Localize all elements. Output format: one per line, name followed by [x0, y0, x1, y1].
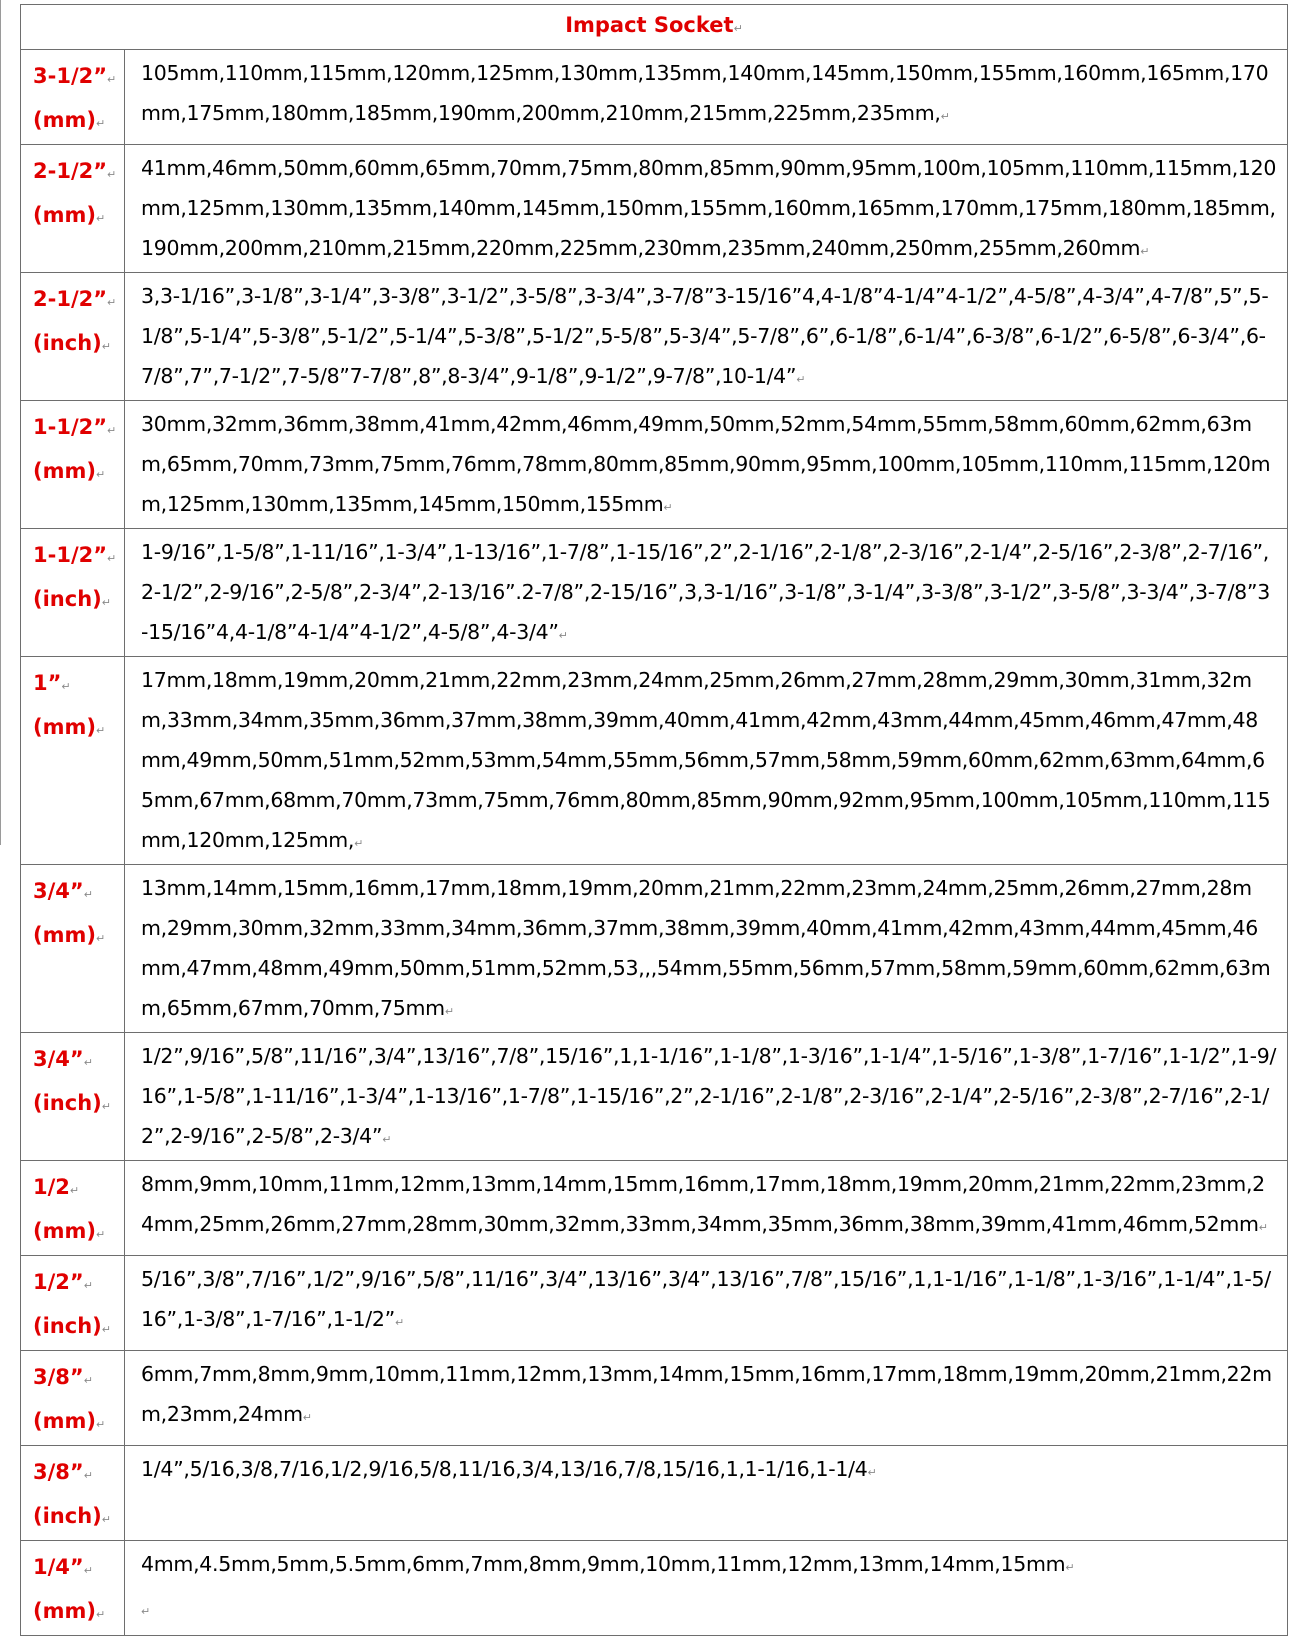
unit-label: (inch) [33, 1091, 102, 1115]
paragraph-mark: ↵ [733, 22, 743, 35]
page-left-rule [0, 0, 1, 845]
drive-size-cell [21, 273, 125, 401]
paragraph-mark: ↵ [95, 1228, 106, 1241]
paragraph-mark: ↵ [394, 1316, 404, 1329]
paragraph-mark: ↵ [83, 888, 93, 901]
size-list: 4mm,4.5mm,5mm,5.5mm,6mm,7mm,8mm,9mm,10mm,11mm,12mm,13mm,14mm,15mm [141, 1552, 1066, 1576]
sizes-cell [125, 1256, 1288, 1351]
sizes-cell [125, 1033, 1288, 1161]
size-list: 41mm,46mm,50mm,60mm,65mm,70mm,75mm,80mm,85mm,90mm,95mm,100m,105mm,110mm,115mm,120mm,125mm,130mm,135mm,140mm,145mm,150mm,155mm,160mm,165mm,170mm,175mm,180mm,185mm,190mm,200mm,210mm,215mm,220mm,225mm,230mm,235mm,240mm,250mm,255mm,260mm [141, 156, 1277, 260]
drive-size: 3/4” [33, 879, 84, 903]
drive-size: 2-1/2” [33, 159, 108, 183]
paragraph-mark: ↵ [95, 212, 106, 225]
paragraph-mark: ↵ [107, 296, 117, 309]
table-title-cell [21, 5, 1288, 50]
sizes-cell [125, 273, 1288, 401]
size-list: 105mm,110mm,115mm,120mm,125mm,130mm,135mm,140mm,145mm,150mm,155mm,160mm,165mm,170mm,175mm,180mm,185mm,190mm,200mm,210mm,215mm,225mm,235mm, [141, 61, 1269, 125]
paragraph-mark: ↵ [101, 1513, 111, 1526]
unit-label: (mm) [33, 1599, 96, 1623]
paragraph-mark: ↵ [141, 1605, 150, 1618]
paragraph-mark: ↵ [95, 1608, 106, 1621]
drive-size: 3/8” [33, 1460, 84, 1484]
sizes-cell [125, 401, 1288, 529]
size-list: 1/2”,9/16”,5/8”,11/16”,3/4”,13/16”,7/8”,15/16”,1,1-1/16”,1-1/8”,1-3/16”,1-1/4”,1-5/16”,1-3/8”,1-7/16”,1-1/2”,1-9/16”,1-5/8”,1-11/16”,1-3/4”,1-13/16”,1-7/8”,1-15/16”,2”,2-1/16”,2-1/8”,2-3/16”,2-1/4”,2-5/16”,2-3/8”,2-7/16”,2-1/2”,2-9/16”,2-5/8”,2-3/4” [141, 1044, 1277, 1148]
size-list: 1-9/16”,1-5/8”,1-11/16”,1-3/4”,1-13/16”,1-7/8”,1-15/16”,2”,2-1/16”,2-1/8”,2-3/16”,2-1/4”,2-5/16”,2-3/8”,2-7/16”,2-1/2”,2-9/16”,2-5/8”,2-3/4”,2-13/16”.2-7/8”,2-15/16”,3,3-1/16”,3-1/8”,3-1/4”,3-3/8”,3-1/2”,3-5/8”,3-3/4”,3-7/8”3-15/16”4,4-1/8”4-1/4”4-1/2”,4-5/8”,4-3/4” [141, 540, 1270, 644]
drive-size-cell [21, 1541, 125, 1636]
table-row [21, 273, 1288, 401]
unit-label: (mm) [33, 203, 96, 227]
drive-size-cell [21, 657, 125, 865]
paragraph-mark: ↵ [83, 1564, 93, 1577]
paragraph-mark: ↵ [61, 680, 71, 693]
unit-label: (inch) [33, 331, 102, 355]
drive-size: 2-1/2” [33, 287, 108, 311]
unit-label: (mm) [33, 1219, 96, 1243]
size-list: 8mm,9mm,10mm,11mm,12mm,13mm,14mm,15mm,16mm,17mm,18mm,19mm,20mm,21mm,22mm,23mm,24mm,25mm,26mm,27mm,28mm,30mm,32mm,33mm,34mm,35mm,36mm,38mm,39mm,41mm,46mm,52mm [141, 1172, 1265, 1236]
paragraph-mark: ↵ [95, 117, 106, 130]
drive-size-cell [21, 1033, 125, 1161]
paragraph-mark: ↵ [558, 629, 568, 642]
paragraph-mark: ↵ [302, 1411, 312, 1424]
table-title-row [21, 5, 1288, 50]
paragraph-mark: ↵ [83, 1469, 93, 1482]
drive-size-cell [21, 1161, 125, 1256]
sizes-cell [125, 1446, 1288, 1541]
paragraph-mark: ↵ [101, 596, 111, 609]
table-row [21, 529, 1288, 657]
paragraph-mark: ↵ [95, 468, 106, 481]
paragraph-mark: ↵ [107, 73, 117, 86]
drive-size: 1/2 [33, 1175, 70, 1199]
paragraph-mark: ↵ [867, 1466, 877, 1479]
drive-size: 1” [33, 671, 62, 695]
paragraph-mark: ↵ [107, 424, 117, 437]
table-row [21, 657, 1288, 865]
paragraph-mark: ↵ [95, 724, 106, 737]
sizes-cell [125, 50, 1288, 145]
paragraph-mark: ↵ [101, 1323, 111, 1336]
drive-size-cell [21, 529, 125, 657]
paragraph-mark: ↵ [95, 1418, 106, 1431]
size-list: 3,3-1/16”,3-1/8”,3-1/4”,3-3/8”,3-1/2”,3-5/8”,3-3/4”,3-7/8”3-15/16”4,4-1/8”4-1/4”4-1/2”,4-5/8”,4-3/4”,4-7/8”,5”,5-1/8”,5-1/4”,5-3/8”,5-1/2”,5-1/4”,5-3/8”,5-1/2”,5-5/8”,5-3/4”,5-7/8”,6”,6-1/8”,6-1/4”,6-3/8”,6-1/2”,6-5/8”,6-3/4”,6-7/8”,7”,7-1/2”,7-5/8”7-7/8”,8”,8-3/4”,9-1/8”,9-1/2”,9-7/8”,10-1/4” [141, 284, 1269, 388]
size-list: 13mm,14mm,15mm,16mm,17mm,18mm,19mm,20mm,21mm,22mm,23mm,24mm,25mm,26mm,27mm,28mm,29mm,30mm,32mm,33mm,34mm,36mm,37mm,38mm,39mm,40mm,41mm,42mm,43mm,44mm,45mm,46mm,47mm,48mm,49mm,50mm,51mm,52mm,53,,,54mm,55mm,56mm,57mm,58mm,59mm,60mm,62mm,63mm,65mm,67mm,70mm,75mm [141, 876, 1271, 1020]
size-list: 1/4”,5/16,3/8,7/16,1/2,9/16,5/8,11/16,3/4,13/16,7/8,15/16,1,1-1/16,1-1/4 [141, 1457, 868, 1481]
drive-size: 3-1/2” [33, 64, 108, 88]
paragraph-mark: ↵ [354, 837, 364, 850]
drive-size-cell [21, 865, 125, 1033]
table-row [21, 865, 1288, 1033]
unit-label: (inch) [33, 1504, 102, 1528]
paragraph-mark: ↵ [663, 501, 673, 514]
table-row [21, 1033, 1288, 1161]
drive-size-cell [21, 401, 125, 529]
paragraph-mark: ↵ [382, 1133, 392, 1146]
table-row [21, 1161, 1288, 1256]
size-list: 30mm,32mm,36mm,38mm,41mm,42mm,46mm,49mm,50mm,52mm,54mm,55mm,58mm,60mm,62mm,63mm,65mm,70mm,73mm,75mm,76mm,78mm,80mm,85mm,90mm,95mm,100mm,105mm,110mm,115mm,120mm,125mm,130mm,135mm,145mm,150mm,155mm [141, 412, 1271, 516]
paragraph-mark: ↵ [83, 1279, 93, 1292]
drive-size-cell [21, 1446, 125, 1541]
drive-size: 1-1/2” [33, 415, 108, 439]
unit-label: (mm) [33, 715, 96, 739]
paragraph-mark: ↵ [107, 552, 117, 565]
size-list: 6mm,7mm,8mm,9mm,10mm,11mm,12mm,13mm,14mm,15mm,16mm,17mm,18mm,19mm,20mm,21mm,22mm,23mm,24mm [141, 1362, 1272, 1426]
table-row [21, 50, 1288, 145]
table-row [21, 1351, 1288, 1446]
paragraph-mark: ↵ [95, 932, 106, 945]
unit-label: (mm) [33, 923, 96, 947]
unit-label: (inch) [33, 587, 102, 611]
paragraph-mark: ↵ [940, 110, 950, 123]
table-row [21, 401, 1288, 529]
paragraph-mark: ↵ [1258, 1221, 1268, 1234]
paragraph-mark: ↵ [1140, 245, 1150, 258]
paragraph-mark: ↵ [83, 1374, 93, 1387]
table-row [21, 1446, 1288, 1541]
paragraph-mark: ↵ [101, 1100, 111, 1113]
size-list: 5/16”,3/8”,7/16”,1/2”,9/16”,5/8”,11/16”,3/4”,13/16”,3/4”,13/16”,7/8”,15/16”,1,1-1/16”,1-1/8”,1-3/16”,1-1/4”,1-5/16”,1-3/8”,1-7/16”,1-1/2” [141, 1267, 1271, 1331]
table-row [21, 1256, 1288, 1351]
drive-size: 1/2” [33, 1270, 84, 1294]
paragraph-mark: ↵ [83, 1056, 93, 1069]
table-title: Impact Socket [565, 13, 734, 37]
paragraph-mark: ↵ [69, 1184, 80, 1197]
drive-size-cell [21, 145, 125, 273]
drive-size-cell [21, 1351, 125, 1446]
drive-size: 1-1/2” [33, 543, 108, 567]
table-row [21, 145, 1288, 273]
sizes-cell [125, 865, 1288, 1033]
sizes-cell [125, 1351, 1288, 1446]
paragraph-mark: ↵ [107, 168, 117, 181]
unit-label: (mm) [33, 1409, 96, 1433]
unit-label: (mm) [33, 108, 96, 132]
paragraph-mark: ↵ [796, 373, 806, 386]
sizes-cell [125, 1161, 1288, 1256]
sizes-cell [125, 1541, 1288, 1636]
sizes-cell [125, 657, 1288, 865]
drive-size-cell [21, 1256, 125, 1351]
paragraph-mark: ↵ [1065, 1561, 1075, 1574]
sizes-cell [125, 145, 1288, 273]
sizes-cell [125, 529, 1288, 657]
drive-size: 1/4” [33, 1555, 84, 1579]
unit-label: (inch) [33, 1314, 102, 1338]
impact-socket-table [20, 4, 1288, 1636]
drive-size: 3/8” [33, 1365, 84, 1389]
drive-size: 3/4” [33, 1047, 84, 1071]
paragraph-mark: ↵ [101, 340, 111, 353]
size-list: 17mm,18mm,19mm,20mm,21mm,22mm,23mm,24mm,25mm,26mm,27mm,28mm,29mm,30mm,31mm,32mm,33mm,34mm,35mm,36mm,37mm,38mm,39mm,40mm,41mm,42mm,43mm,44mm,45mm,46mm,47mm,48mm,49mm,50mm,51mm,52mm,53mm,54mm,55mm,56mm,57mm,58mm,59mm,60mm,62mm,63mm,64mm,65mm,67mm,68mm,70mm,73mm,75mm,76mm,80mm,85mm,90mm,92mm,95mm,100mm,105mm,110mm,115mm,120mm,125mm, [141, 668, 1271, 852]
table-row [21, 1541, 1288, 1636]
unit-label: (mm) [33, 459, 96, 483]
paragraph-mark: ↵ [444, 1005, 454, 1018]
drive-size-cell [21, 50, 125, 145]
